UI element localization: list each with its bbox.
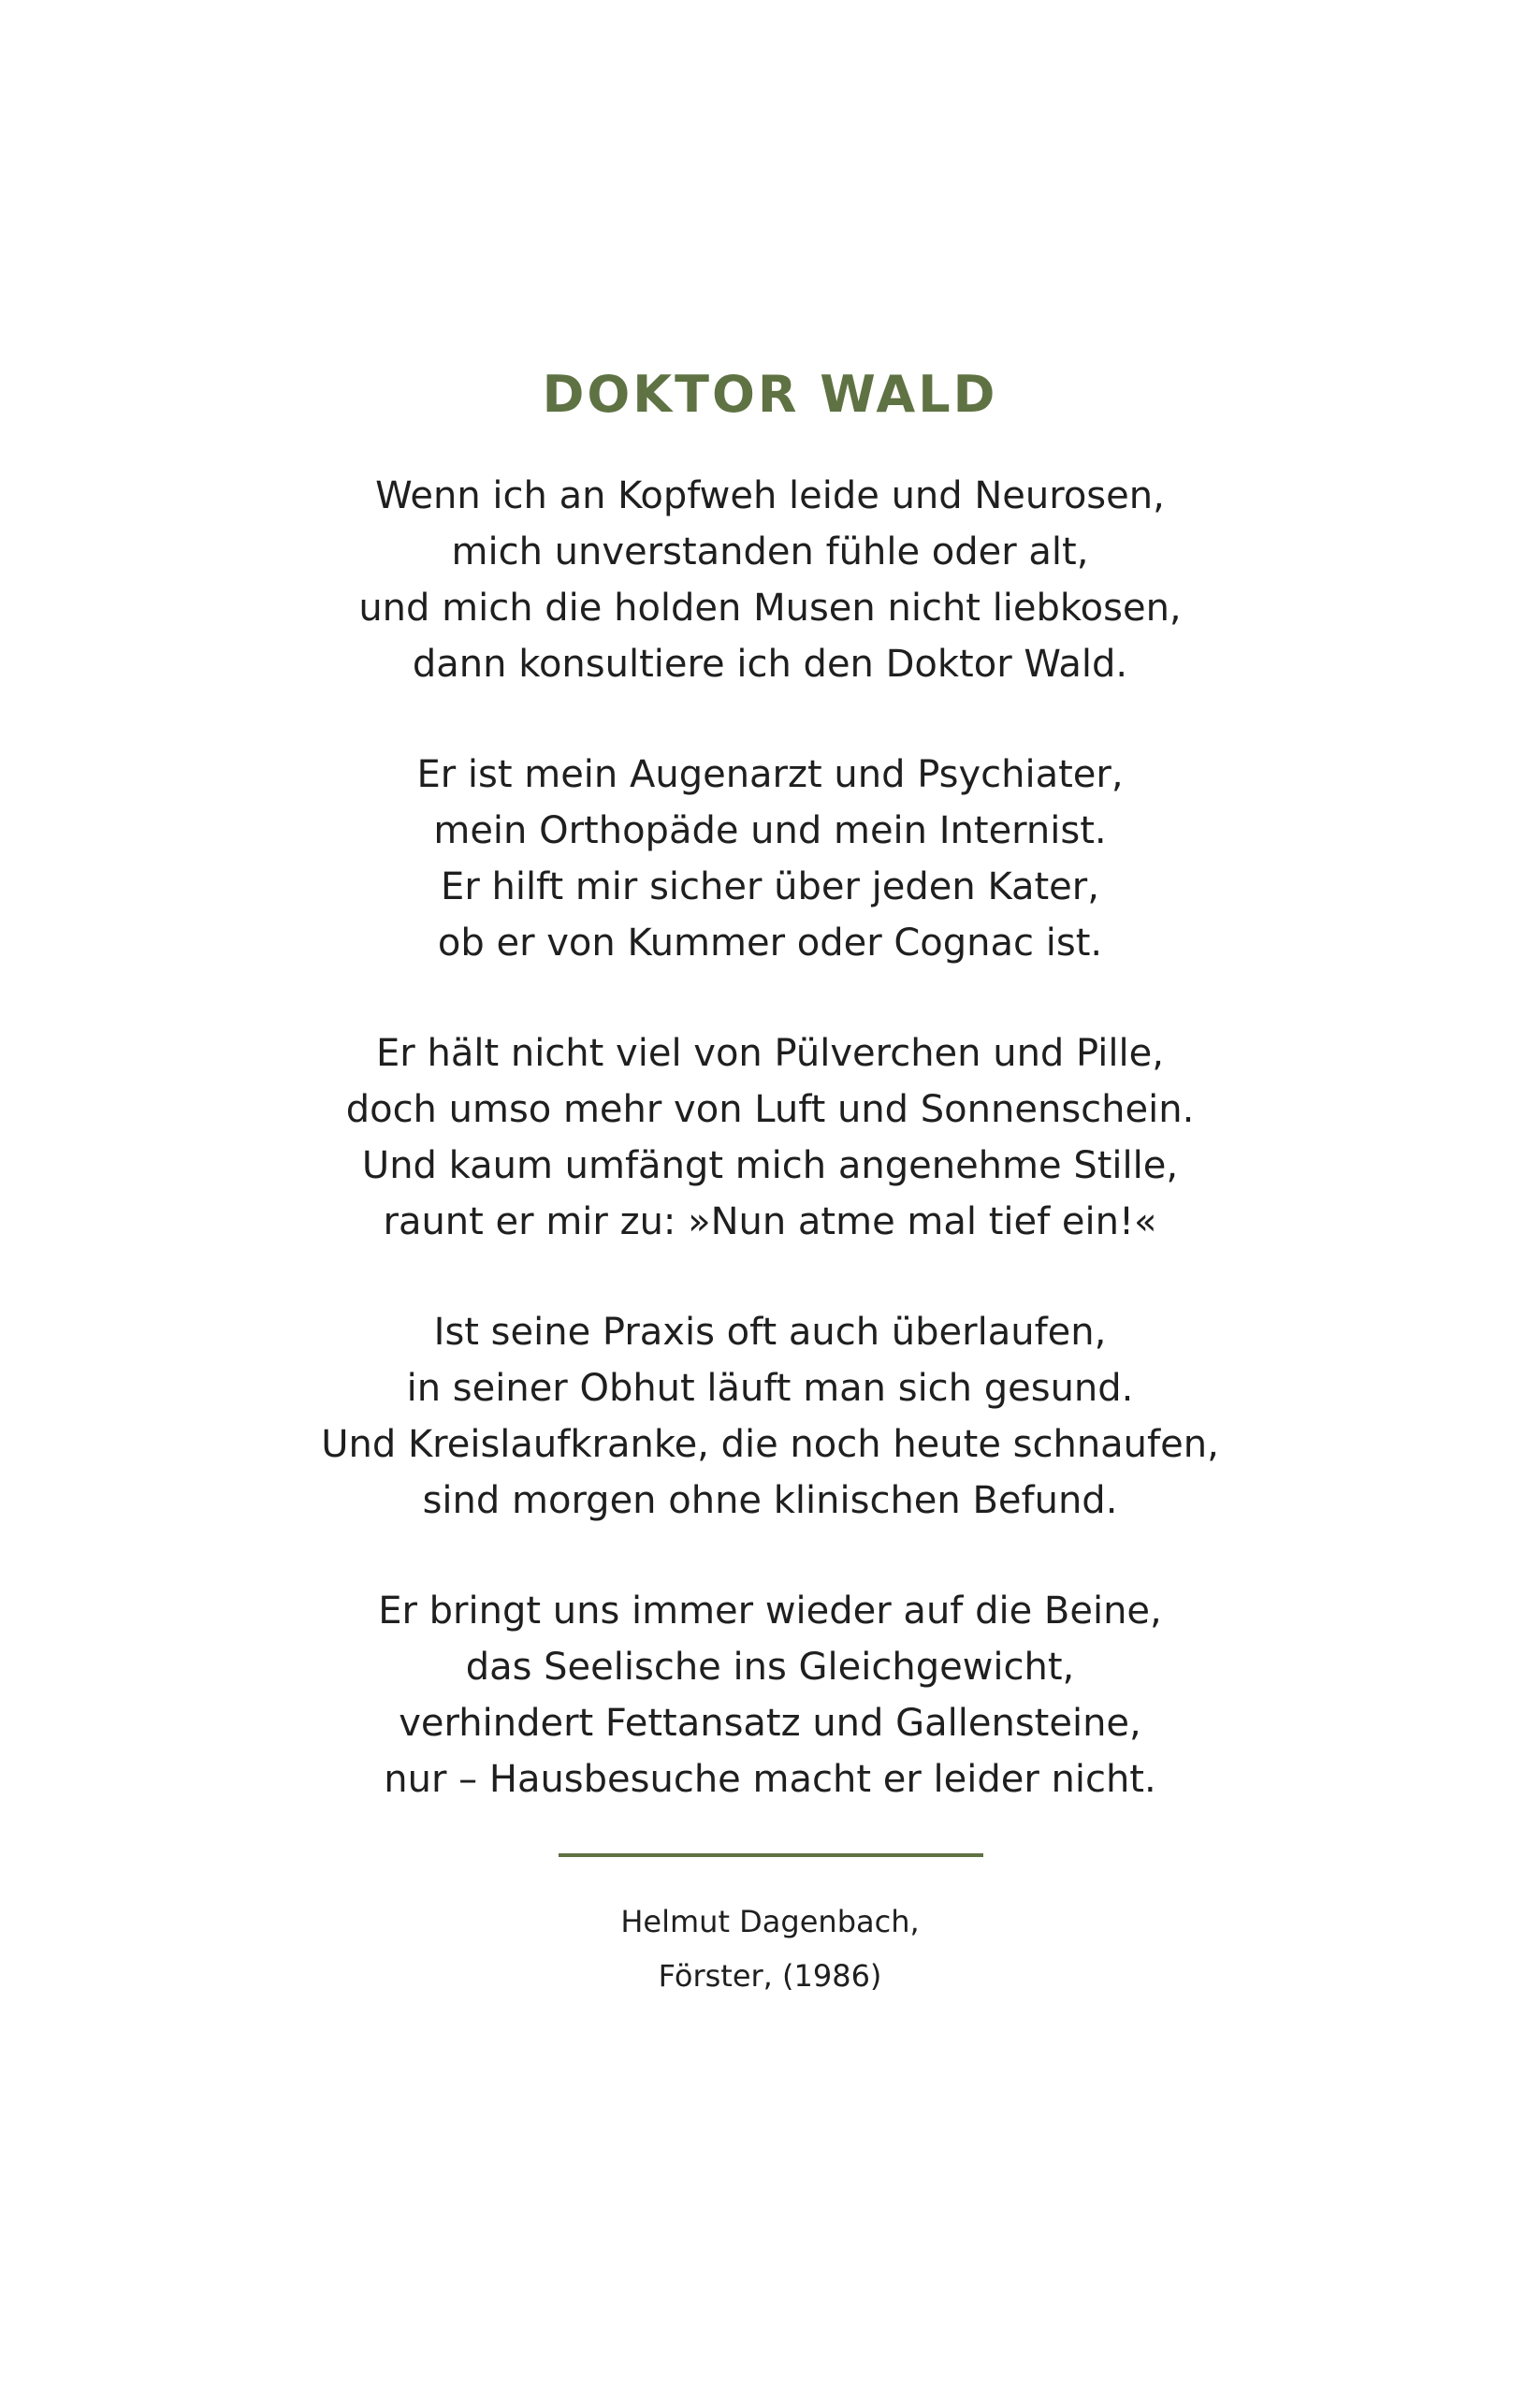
stanza <box>0 468 1540 692</box>
stanza <box>0 747 1540 971</box>
poem-line: ob er von Kummer oder Cognac ist. <box>437 922 1103 965</box>
poem-line: nur – Hausbesuche macht er leider nicht. <box>384 1758 1156 1801</box>
poem-line: Er hält nicht viel von Pülverchen und Pille, <box>376 1032 1164 1075</box>
poem-line: doch umso mehr von Luft und Sonnenschein. <box>345 1088 1195 1131</box>
poem-line: mein Orthopäde und mein Internist. <box>433 809 1107 852</box>
poem-line: mich unverstanden fühle oder alt, <box>451 530 1089 573</box>
stanza <box>0 1304 1540 1529</box>
poem-line: in seiner Obhut läuft man sich gesund. <box>406 1367 1134 1410</box>
poem-line: Und kaum umfängt mich angenehme Stille, <box>361 1144 1179 1187</box>
author-name: Helmut Dagenbach, <box>620 1904 920 1939</box>
poem-line: Und Kreislaufkranke, die noch heute schnaufen, <box>321 1423 1219 1466</box>
stanza <box>0 1583 1540 1807</box>
divider <box>559 1853 983 1857</box>
poem-line: das Seelische ins Gleichgewicht, <box>465 1646 1075 1689</box>
poem-line: Wenn ich an Kopfweh leide und Neurosen, <box>375 474 1165 517</box>
poem-line: und mich die holden Musen nicht liebkosen, <box>358 587 1182 630</box>
poem-line: Er hilft mir sicher über jeden Kater, <box>441 865 1099 908</box>
poem-line: Er ist mein Augenarzt und Psychiater, <box>416 753 1124 796</box>
poem-line: sind morgen ohne klinischen Befund. <box>422 1479 1118 1522</box>
poem-body <box>0 468 1540 1807</box>
poem-line: Ist seine Praxis oft auch überlaufen, <box>433 1311 1107 1354</box>
author-role-year: Förster, (1986) <box>658 1958 882 1994</box>
poem-title: DOKTOR WALD <box>542 365 998 424</box>
attribution <box>0 1894 1540 2003</box>
poem-line: raunt er mir zu: »Nun atme mal tief ein!« <box>383 1200 1157 1243</box>
poem-line: Er bringt uns immer wieder auf die Beine, <box>378 1589 1162 1633</box>
poem-line: dann konsultiere ich den Doktor Wald. <box>412 643 1128 686</box>
stanza <box>0 1025 1540 1250</box>
poem-line: verhindert Fettansatz und Gallensteine, <box>399 1702 1141 1745</box>
